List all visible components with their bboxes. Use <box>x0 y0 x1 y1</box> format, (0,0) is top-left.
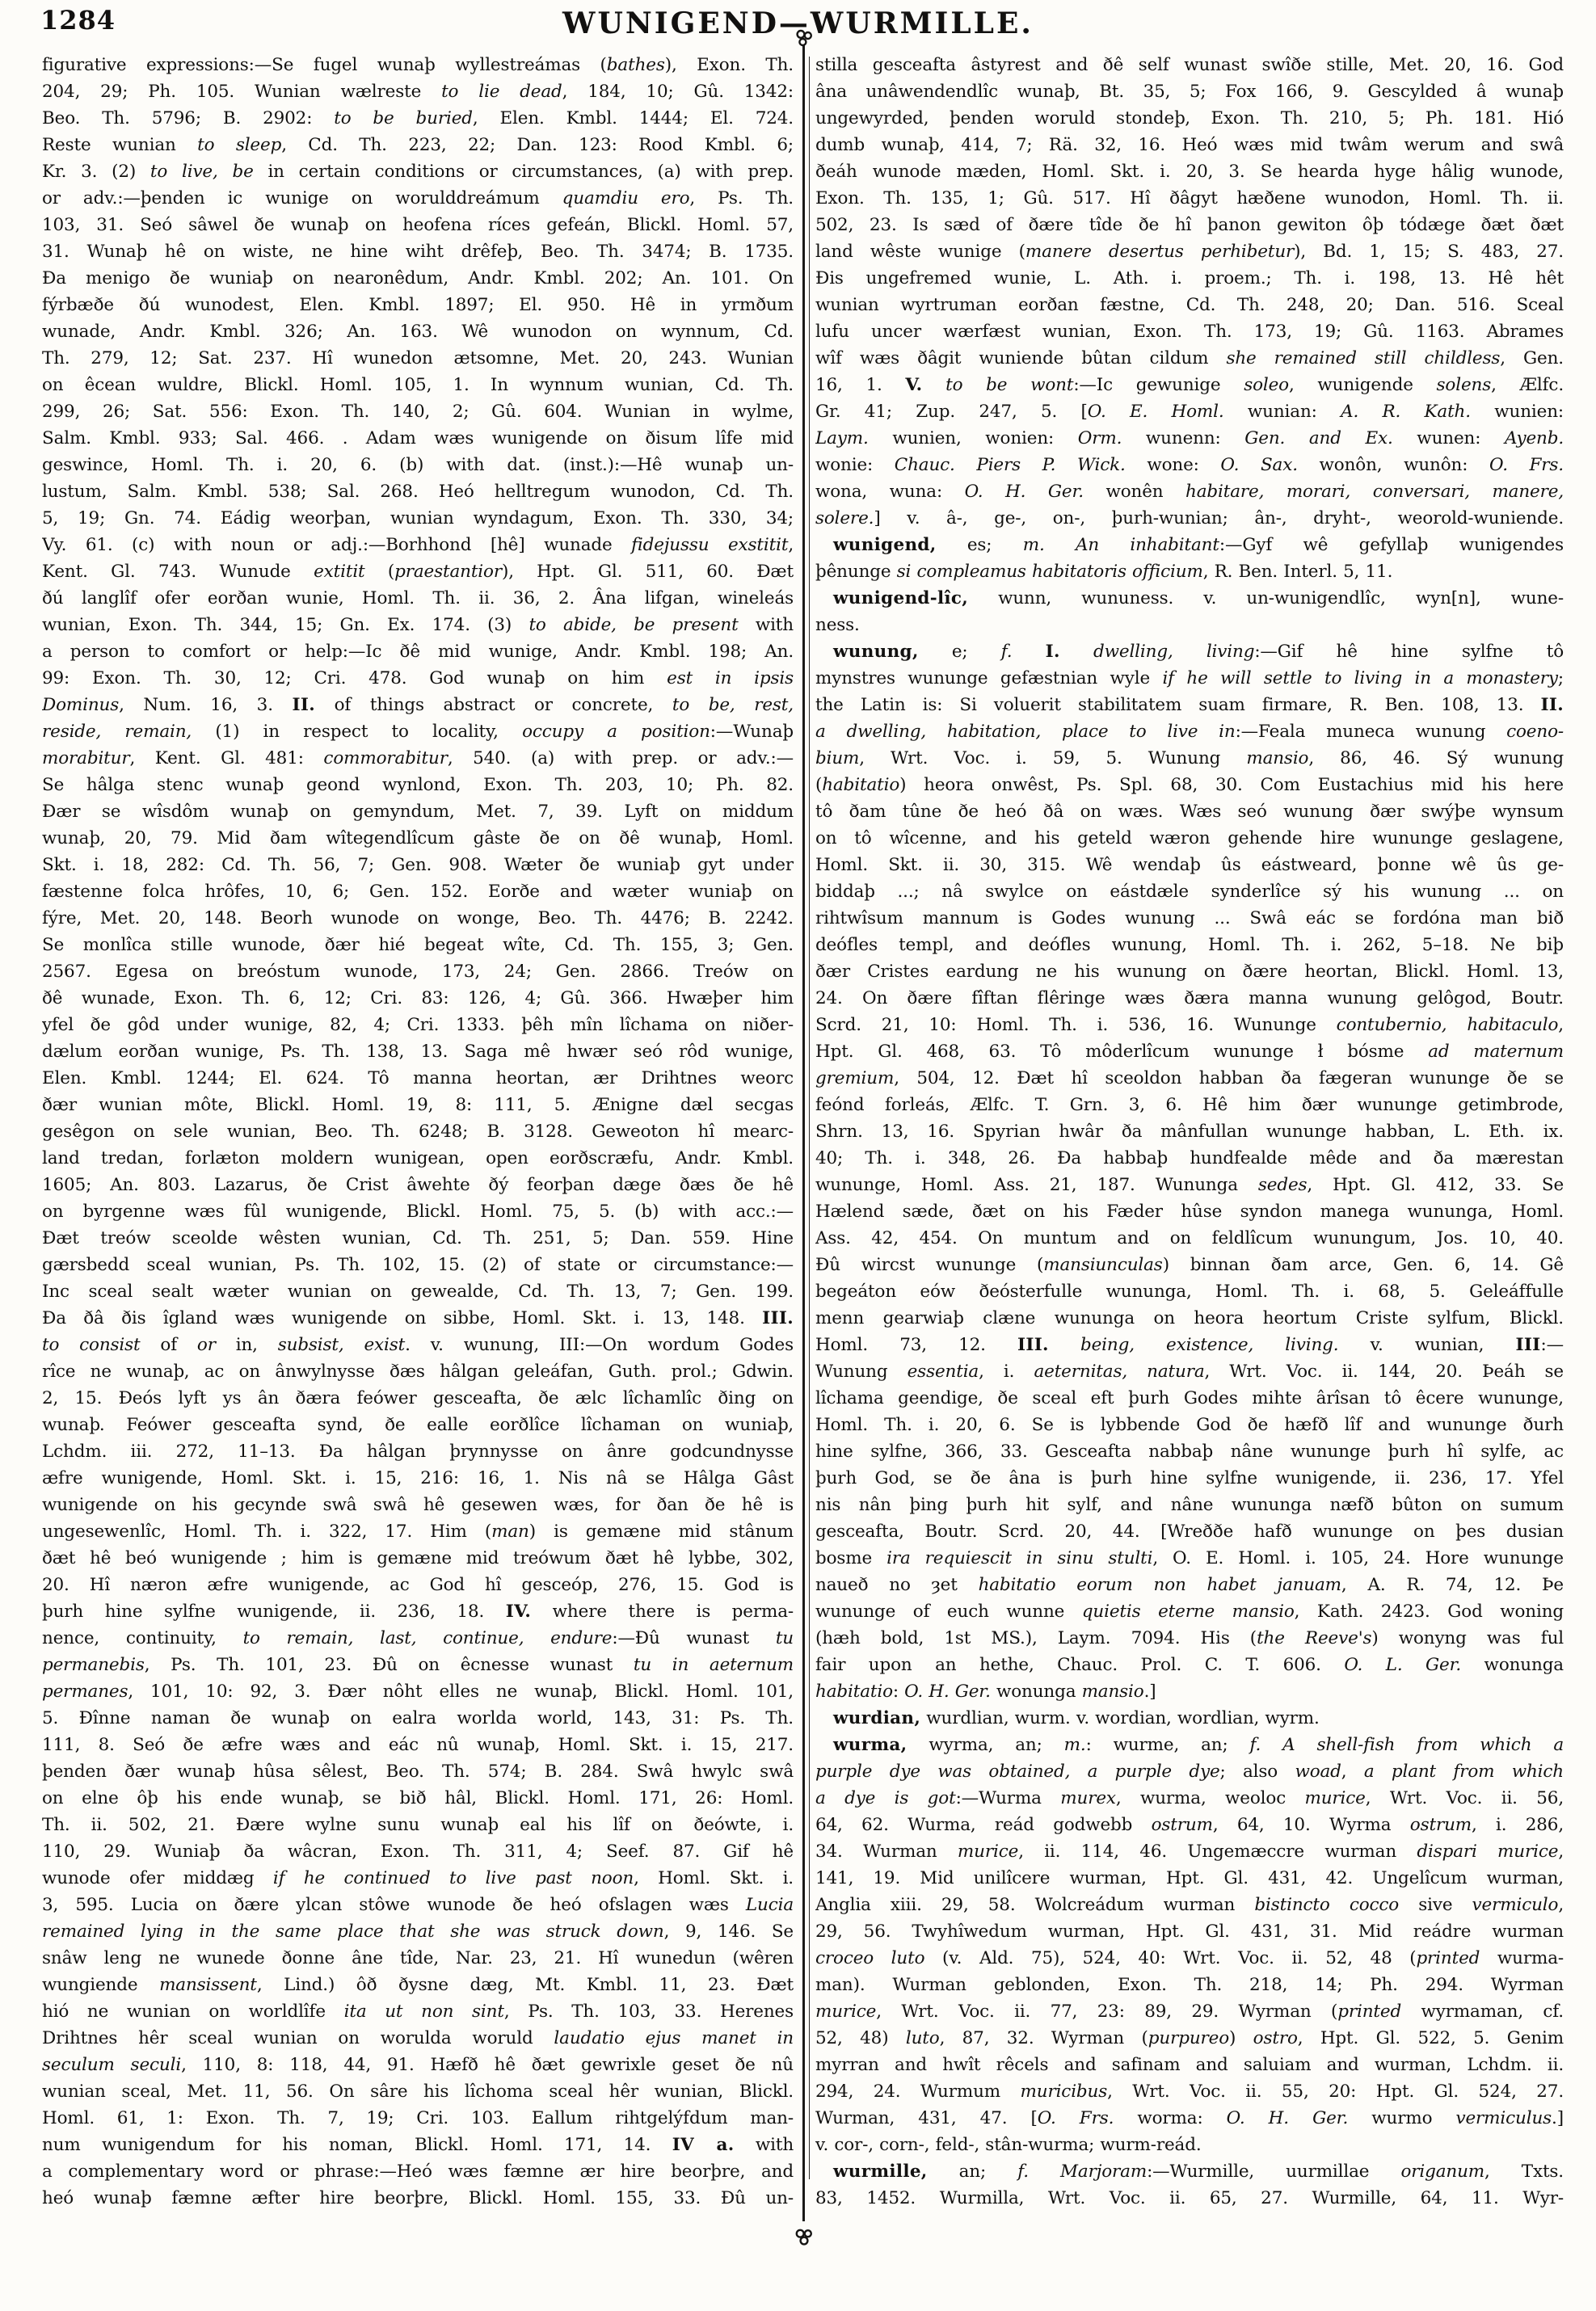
text-line: on êcean wuldre, Blickl. Homl. 105, 1. In wynnum wunian, Cd. Th. <box>42 375 794 395</box>
text-line: naueð no ȝet habitatio eorum non habet januam, A. R. 74, 12. Þe <box>815 1575 1564 1595</box>
text-line: þurh God, se ðe âna is þurh hine sylfne wunigende, ii. 236, 17. Yfel <box>815 1468 1564 1488</box>
text-line: Homl. Th. i. 20, 6. Se is lybbende God ðe hæfð lîf and wununge ðurh <box>815 1415 1564 1435</box>
column-divider <box>794 52 815 2212</box>
text-line: deófles templ, and deófles wunung, Homl. Th. i. 262, 5–18. Ne biþ <box>815 935 1564 955</box>
page-body <box>42 52 1564 2212</box>
text-line: (habitatio) heora onwêst, Ps. Spl. 68, 30. Com Eustachius mid his here <box>815 775 1564 795</box>
text-line: âna unâwendendlîc wunaþ, Bt. 35, 5; Fox 166, 9. Gescylded â wunaþ <box>815 82 1564 102</box>
text-line: Ass. 42, 454. On muntum and on feldlîcum wunungum, Jos. 10, 40. <box>815 1228 1564 1248</box>
text-line: v. cor-, corn-, feld-, stân-wurma; wurm-reád. <box>815 2135 1202 2155</box>
text-line: feónd forleás, Ælfc. T. Grn. 3, 6. Hê him ðær wununge getimbrode, <box>815 1095 1564 1115</box>
text-line: permanes, 101, 10: 92, 3. Ðær nôht elles ne wunaþ, Blickl. Homl. 101, <box>42 1682 794 1702</box>
text-line: 3, 595. Lucia on ðære ylcan stôwe wunode ðe heó ofslagen wæs Lucia <box>42 1895 794 1915</box>
text-line: þênunge si compleamus habitatoris officium, R. Ben. Interl. 5, 11. <box>815 562 1393 582</box>
text-line: Gr. 41; Zup. 247, 5. [O. E. Homl. wunian: A. R. Kath. wunien: <box>815 402 1564 422</box>
text-line: 29, 56. Twyhîwedum wurman, Hpt. Gl. 431, 31. Mid reádre wurman <box>815 1922 1564 1942</box>
text-line: Salm. Kmbl. 933; Sal. 466. . Adam wæs wunigende on ðisum lîfe mid <box>42 428 794 448</box>
text-line: 299, 26; Sat. 556: Exon. Th. 140, 2; Gû. 604. Wunian in wylme, <box>42 402 794 422</box>
text-line: Homl. Skt. ii. 30, 315. Wê wendaþ ûs eástweard, þonne wê ûs ge- <box>815 855 1564 875</box>
text-line: æfre wunigende, Homl. Skt. i. 15, 216: 16, 1. Nis nâ se Hâlga Gâst <box>42 1468 794 1488</box>
text-line: 294, 24. Wurmum muricibus, Wrt. Voc. ii. 55, 20: Hpt. Gl. 524, 27. <box>815 2082 1564 2102</box>
text-line: Kent. Gl. 743. Wunude extitit (praestantior), Hpt. Gl. 511, 60. Ðæt <box>42 562 794 582</box>
text-line: Reste wunian to sleep, Cd. Th. 223, 22; Dan. 123: Rood Kmbl. 6; <box>42 135 794 155</box>
text-line: land tredan, forlæton moldern wunigean, open eorðscræfu, Andr. Kmbl. <box>42 1148 794 1168</box>
text-line: wungiende mansissent, Lind.) ôð ðysne dæg, Mt. Kmbl. 11, 23. Ðæt <box>42 1975 794 1995</box>
text-line: Ða menigo ðe wuniaþ on nearonêdum, Andr. Kmbl. 202; An. 101. On <box>42 268 794 288</box>
text-line: snâw leng ne wunede ðonne âne tîde, Nar. 23, 21. Hî wunedun (wêren <box>42 1948 794 1968</box>
text-line: gærsbedd sceal wunian, Ps. Th. 102, 15. (2) of state or circumstance:— <box>42 1255 794 1275</box>
page-title: WUNIGEND—WURMILLE. <box>562 6 1034 40</box>
text-line: a dye is got:—Wurma murex, wurma, weoloc murice, Wrt. Voc. ii. 56, <box>815 1788 1564 1808</box>
text-line: Dominus, Num. 16, 3. II. of things abstract or concrete, to be, rest, <box>42 695 794 715</box>
text-line: wunian sceal, Met. 11, 56. On sâre his lîchoma sceal hêr wunian, Blickl. <box>42 2082 794 2102</box>
text-line: 24. On ðære fîftan flêringe wæs ðæra manna wunung gelôgod, Boutr. <box>815 988 1564 1008</box>
text-line: fýre, Met. 20, 148. Beorh wunode on wonge, Beo. Th. 4476; B. 2242. <box>42 908 794 928</box>
text-line: 110, 29. Wuniaþ ða wâcran, Exon. Th. 311, 4; Seef. 87. Gif hê <box>42 1842 794 1862</box>
text-line: wunigende on his gecynde swâ swâ hê gesewen wæs, for ðan ðe hê is <box>42 1495 794 1515</box>
text-line: Hælend sæde, ðæt on his Fæder hûse syndon manega wununga, Homl. <box>815 1202 1564 1222</box>
text-line: wunaþ, 20, 79. Mid ðam wîtegendlîcum gâste ðe on ðê wunaþ, Homl. <box>42 828 794 848</box>
text-line: Shrn. 13, 16. Spyrian hwâr ða mânfullan wununge habban, L. Eth. ix. <box>815 1122 1564 1142</box>
text-line: 5, 19; Gn. 74. Eádig weorþan, wunian wyndagum, Exon. Th. 330, 34; <box>42 508 794 528</box>
text-line: rihtwîsum mannum is Godes wunung ... Swâ eác se fordóna man bið <box>815 908 1564 928</box>
text-line: tô ðam tûne ðe heó ðâ on wæs. Wæs seó wunung ðær swýþe wynsum <box>815 802 1564 822</box>
text-line: ðær Cristes eardung ne his wunung on ðære heortan, Blickl. Homl. 13, <box>815 962 1564 982</box>
text-line: croceo luto (v. Ald. 75), 524, 40: Wrt. Voc. ii. 52, 48 (printed wurma- <box>815 1948 1564 1968</box>
text-line: Ðû wircst wununge (mansiunculas) binnan ðam arce, Gen. 6, 14. Gê <box>815 1255 1564 1275</box>
text-line: myrran and hwît rêcels and safinam and saluiam and wurman, Lchdm. ii. <box>815 2055 1564 2075</box>
column-rule-secondary <box>809 57 810 2179</box>
text-line: ðær wunian môte, Blickl. Homl. 19, 8: 111, 5. Ænigne dæl secgas <box>42 1095 794 1115</box>
text-line: Homl. 61, 1: Exon. Th. 7, 19; Cri. 103. Eallum rihtgelýfdum man- <box>42 2108 794 2128</box>
column-rule <box>802 45 805 2221</box>
column-right <box>815 52 1564 2212</box>
text-line: Drihtnes hêr sceal wunian on worulda woruld laudatio ejus manet in <box>42 2028 794 2048</box>
text-line: wunian, Exon. Th. 344, 15; Gn. Ex. 174. (3) to abide, be present with <box>42 615 794 635</box>
text-line: solere.] v. â-, ge-, on-, þurh-wunian; ân-, dryht-, weorold-wuniende. <box>815 508 1564 528</box>
column-left <box>42 52 794 2212</box>
text-line: purple dye was obtained, a purple dye; also woad, a plant from which <box>815 1762 1564 1782</box>
text-line: gesceafta, Boutr. Scrd. 20, 44. [Wreððe hafð wununge on þes dusian <box>815 1522 1564 1542</box>
text-line: ungesewenlîc, Homl. Th. i. 322, 17. Him (man) is gemæne mid stânum <box>42 1522 794 1542</box>
text-line: seculum seculi, 110, 8: 118, 44, 91. Hæfð hê ðæt gewrixle geset ðe nû <box>42 2055 794 2075</box>
text-line: 2567. Egesa on breóstum wunode, 173, 24; Gen. 2866. Treów on <box>42 962 794 982</box>
printer-trefoil-icon <box>794 2228 814 2247</box>
text-line: wunigend-lîc, wunn, wununess. v. un-wunigendlîc, wyn[n], wune- <box>833 588 1564 608</box>
text-line: wunade, Andr. Kmbl. 326; An. 163. Wê wunodon on wynnum, Cd. <box>42 322 794 342</box>
text-line: 2, 15. Ðeós lyft ys ân ðæra feówer gesceafta, ðe ælc lîchamlîc ðing on <box>42 1388 794 1408</box>
text-line: 20. Hî næron æfre wunigende, ac God hî gesceóp, 276, 15. God is <box>42 1575 794 1595</box>
text-line: rîce ne wunaþ, ac on ânwylnysse ðæs hâlgan geleáfan, Guth. prol.; Gdwin. <box>42 1362 794 1382</box>
text-line: Wunung essentia, i. aeternitas, natura, Wrt. Voc. ii. 144, 20. Þeáh se <box>815 1362 1564 1382</box>
text-line: a complementary word or phrase:—Heó wæs fæmne ær hire beorþre, and <box>42 2162 794 2182</box>
text-line: num wunigendum for his noman, Blickl. Homl. 171, 14. IV a. with <box>42 2135 794 2155</box>
text-line: Th. 279, 12; Sat. 237. Hî wunedon ætsomne, Met. 20, 243. Wunian <box>42 348 794 368</box>
text-line: mynstres wununge gefæstnian wyle if he will settle to living in a monastery; <box>815 668 1564 688</box>
text-line: land wêste wunige (manere desertus perhibetur), Bd. 1, 15; S. 483, 27. <box>815 242 1564 262</box>
text-line: lustum, Salm. Kmbl. 538; Sal. 268. Heó helltregum wunodon, Cd. Th. <box>42 482 794 502</box>
text-line: 103, 31. Seó sâwel ðe wunaþ on heofena ríces gefeán, Blickl. Homl. 57, <box>42 215 794 235</box>
text-line: 31. Wunaþ hê on wiste, ne hine wiht drêfeþ, Beo. Th. 3474; B. 1735. <box>42 242 794 262</box>
text-line: wununge, Homl. Ass. 21, 187. Wununga sedes, Hpt. Gl. 412, 33. Se <box>815 1175 1564 1195</box>
text-line: wunung, e; f. I. dwelling, living:—Gif hê hine sylfne tô <box>833 642 1564 662</box>
text-line: ðú langlîf ofer eorðan wunie, Homl. Th. ii. 36, 2. Âna lifgan, wineleás <box>42 588 794 608</box>
text-line: Kr. 3. (2) to live, be in certain conditions or circumstances, (a) with prep. <box>42 162 794 182</box>
text-line: yfel ðe gôd under wunige, 82, 4; Cri. 1333. þêh mîn lîchama on niðer- <box>42 1015 794 1035</box>
text-line: ðæt hê beó wunigende ; him is gemæne mid treówum ðæt hê lybbe, 302, <box>42 1548 794 1568</box>
text-line: Hpt. Gl. 468, 63. Tô môderlîcum wununge ł bósme ad maternum <box>815 1042 1564 1062</box>
text-line: nence, continuity, to remain, last, continue, endure:—Ðû wunast tu <box>42 1628 794 1648</box>
text-line: Laym. wunien, wonien: Orm. wunenn: Gen. and Ex. wunen: Ayenb. <box>815 428 1564 448</box>
text-line: (hæh bold, 1st MS.), Laym. 7094. His (the Reeve's) wonyng was ful <box>815 1628 1564 1648</box>
text-line: 99: Exon. Th. 30, 12; Cri. 478. God wunaþ on him est in ipsis <box>42 668 794 688</box>
text-line: Beo. Th. 5796; B. 2902: to be buried, Elen. Kmbl. 1444; El. 724. <box>42 108 794 128</box>
text-line: biddaþ ...; nâ swylce on eástdæle synderlîce sý his wunung ... on <box>815 882 1564 902</box>
text-line: 40; Th. i. 348, 26. Ða habbaþ hundfealde mêde and ða mærestan <box>815 1148 1564 1168</box>
text-line: wunode ofer middæg if he continued to live past noon, Homl. Skt. i. <box>42 1868 794 1888</box>
text-line: or adv.:—þenden ic wunige on worulddreámum quamdiu ero, Ps. Th. <box>42 188 794 208</box>
text-line: to consist of or in, subsist, exist. v. wunung, III:—On wordum Godes <box>42 1335 794 1355</box>
text-line: bium, Wrt. Voc. i. 59, 5. Wunung mansio, 86, 46. Sý wunung <box>815 748 1564 768</box>
text-line: Wurman, 431, 47. [O. Frs. worma: O. H. Ger. wurmo vermiculus.] <box>815 2108 1564 2128</box>
text-line: fýrbæðe ðú wunodest, Elen. Kmbl. 1897; El. 950. Hê in yrmðum <box>42 295 794 315</box>
text-line: on elne ôþ his ende wunaþ, se bið hâl, Blickl. Homl. 171, 26: Homl. <box>42 1788 794 1808</box>
text-line: on tô wîcenne, and his geteld wæron gehende hire wununge geslagene, <box>815 828 1564 848</box>
text-line: 64, 62. Wurma, reád godwebb ostrum, 64, 10. Wyrma ostrum, i. 286, <box>815 1815 1564 1835</box>
text-line: 16, 1. V. to be wont:—Ic gewunige soleo, wunigende solens, Ælfc. <box>815 375 1564 395</box>
text-line: permanebis, Ps. Th. 101, 23. Ðû on êcnesse wunast tu in aeternum <box>42 1655 794 1675</box>
text-line: the Latin is: Si voluerit stabilitatem suam firmare, R. Ben. 108, 13. II. <box>815 695 1564 715</box>
text-line: murice, Wrt. Voc. ii. 77, 23: 89, 29. Wyrman (printed wyrmaman, cf. <box>815 2002 1564 2022</box>
text-line: wurma, wyrma, an; m.: wurme, an; f. A shell-fish from which a <box>833 1735 1564 1755</box>
text-line: dælum eorðan wunige, Ps. Th. 138, 13. Saga mê hwær seó rôd wunige, <box>42 1042 794 1062</box>
text-line: 5. Ðînne naman ðe wunaþ on ealra worlda world, 143, 31: Ps. Th. <box>42 1708 794 1728</box>
text-line: nis nân þing þurh hit sylf, and nâne wununga næfð bûton on sumum <box>815 1495 1564 1515</box>
text-line: 502, 23. Is sæd of ðære tîde ðe hî þanon gewiton ôþ tódæge ðæt ðæt <box>815 215 1564 235</box>
text-line: wurmille, an; f. Marjoram:—Wurmille, uurmillae origanum, Txts. <box>833 2162 1564 2182</box>
text-line: Ðær se wîsdôm wunaþ on gemyndum, Met. 7, 39. Lyft on middum <box>42 802 794 822</box>
text-line: figurative expressions:—Se fugel wunaþ wyllestreámas (bathes), Exon. Th. <box>42 55 794 75</box>
text-line: hine sylfne, 366, 33. Gesceafta nabbaþ nâne wununge þurh hî sylfe, ac <box>815 1442 1564 1462</box>
text-line: gremium, 504, 12. Ðæt hî sceoldon habban ða fægeran wununge ðe se <box>815 1068 1564 1088</box>
text-line: wununge of euch wunne quietis eterne mansio, Kath. 2423. God woning <box>815 1602 1564 1622</box>
text-line: bosme ira requiescit in sinu stulti, O. E. Homl. i. 105, 24. Hore wununge <box>815 1548 1564 1568</box>
text-line: stilla gesceafta âstyrest and ðê self wunast swîðe stille, Met. 20, 16. God <box>815 55 1564 75</box>
text-line: ðeáh wunode mæden, Homl. Skt. i. 20, 3. Se hearda hyge hâlig wunode, <box>815 162 1564 182</box>
text-line: 34. Wurman murice, ii. 114, 46. Ungemæccre wurman dispari murice, <box>815 1842 1564 1862</box>
text-line: Th. ii. 502, 21. Ðære wylne sunu wunaþ eal his lîf on ðeówte, i. <box>42 1815 794 1835</box>
text-line: man). Wurman geblonden, Exon. Th. 218, 14; Ph. 294. Wyrman <box>815 1975 1564 1995</box>
text-line: Inc sceal sealt wæter wunian on gewealde, Cd. Th. 13, 7; Gen. 199. <box>42 1282 794 1302</box>
text-line: wîf wæs ðâgit wuniende bûtan cildum she remained still childless, Gen. <box>815 348 1564 368</box>
text-line: a person to comfort or help:—Ic ðê mid wunige, Andr. Kmbl. 198; An. <box>42 642 794 662</box>
text-line: fair upon an hethe, Chauc. Prol. C. T. 606. O. L. Ger. wonunga <box>815 1655 1564 1675</box>
text-line: Ðis ungefremed wunie, L. Ath. i. proem.; Th. i. 198, 13. Hê hêt <box>815 268 1564 288</box>
text-line: 111, 8. Seó ðe æfre wæs and eác nû wunaþ, Homl. Skt. i. 15, 217. <box>42 1735 794 1755</box>
text-line: wurdian, wurdlian, wurm. v. wordian, wordlian, wyrm. <box>833 1708 1320 1728</box>
text-line: 52, 48) luto, 87, 32. Wyrman (purpureo) ostro, Hpt. Gl. 522, 5. Genim <box>815 2028 1564 2048</box>
text-line: Lchdm. iii. 272, 11–13. Ða hâlgan þrynnysse on ânre godcundnysse <box>42 1442 794 1462</box>
text-line: menn gearwiaþ clæne wununga on heora heortum Criste sylfum, Blickl. <box>815 1308 1564 1328</box>
text-line: Exon. Th. 135, 1; Gû. 517. Hî ðâgyt hæðene wunodon, Homl. Th. ii. <box>815 188 1564 208</box>
page-number: 1284 <box>40 5 116 36</box>
text-line: wonie: Chauc. Piers P. Wick. wone: O. Sax. wonôn, wunôn: O. Frs. <box>815 455 1564 475</box>
text-line: Homl. 73, 12. III. being, existence, living. v. wunian, III:— <box>815 1335 1564 1355</box>
text-line: þurh hine sylfne wunigende, ii. 236, 18. IV. where there is perma- <box>42 1602 794 1622</box>
text-line: a dwelling, habitation, place to live in:—Feala muneca wunung coeno- <box>815 722 1564 742</box>
text-line: dumb wunaþ, 414, 7; Rä. 32, 16. Heó wæs mid twâm werum and swâ <box>815 135 1564 155</box>
text-line: lufu uncer wærfæst wunian, Exon. Th. 173, 19; Gû. 1163. Abrames <box>815 322 1564 342</box>
text-line: remained lying in the same place that she was struck down, 9, 146. Se <box>42 1922 794 1942</box>
text-line: lîchama geendige, ðe sceal eft þurh Godes mihte ârîsan tô êcere wununge, <box>815 1388 1564 1408</box>
text-line: 204, 29; Ph. 105. Wunian wælreste to lie dead, 184, 10; Gû. 1342: <box>42 82 794 102</box>
text-line: ðê wunade, Exon. Th. 6, 12; Cri. 83: 126, 4; Gû. 366. Hwæþer him <box>42 988 794 1008</box>
text-line: Ðæt treów sceolde wêsten wunian, Cd. Th. 251, 5; Dan. 559. Hine <box>42 1228 794 1248</box>
text-line: heó wunaþ fæmne æfter hire beorþre, Blickl. Homl. 155, 33. Ðû un- <box>42 2188 794 2208</box>
text-line: reside, remain, (1) in respect to locality, occupy a position:—Wunaþ <box>42 722 794 742</box>
text-line: Vy. 61. (c) with noun or adj.:—Borhhond [hê] wunade fidejussu exstitit, <box>42 535 794 555</box>
text-line: wunian wyrtruman eorðan fæstne, Cd. Th. 248, 20; Dan. 516. Sceal <box>815 295 1564 315</box>
text-line: Anglia xiii. 29, 58. Wolcreádum wurman bistincto cocco sive vermiculo, <box>815 1895 1564 1915</box>
text-line: Se monlîca stille wunode, ðær hié begeat wîte, Cd. Th. 155, 3; Gen. <box>42 935 794 955</box>
text-line: Elen. Kmbl. 1244; El. 624. Tô manna heortan, ær Drihtnes weorc <box>42 1068 794 1088</box>
text-line: þenden ðær wunaþ hûsa sêlest, Beo. Th. 574; B. 284. Swâ hwylc swâ <box>42 1762 794 1782</box>
text-line: 83, 1452. Wurmilla, Wrt. Voc. ii. 65, 27. Wurmille, 64, 11. Wyr- <box>815 2188 1564 2208</box>
text-line: ness. <box>815 615 860 635</box>
text-line: 1605; An. 803. Lazarus, ðe Crist âwehte ðý feorþan dæge ðæs ðe hê <box>42 1175 794 1195</box>
text-line: geswince, Homl. Th. i. 20, 6. (b) with dat. (inst.):—Hê wunaþ un- <box>42 455 794 475</box>
text-line: gesêgon on sele wunian, Beo. Th. 6248; B. 3128. Geweoton hî mearc- <box>42 1122 794 1142</box>
text-line: Ða ðâ ðis îgland wæs wunigende on sibbe, Homl. Skt. i. 13, 148. III. <box>42 1308 794 1328</box>
text-line: 141, 19. Mid unilîcere wurman, Hpt. Gl. 431, 42. Ungelîcum wurman, <box>815 1868 1564 1888</box>
text-line: begeáton eów ðeósterfulle wununga, Homl. Th. i. 68, 5. Geleáffulle <box>815 1282 1564 1302</box>
text-line: wona, wuna: O. H. Ger. wonên habitare, morari, conversari, manere, <box>815 482 1564 502</box>
text-line: ungewyrded, þenden woruld stondeþ, Exon. Th. 210, 5; Ph. 181. Hió <box>815 108 1564 128</box>
text-line: on byrgenne wæs fûl wunigende, Blickl. Homl. 75, 5. (b) with acc.:— <box>42 1202 794 1222</box>
text-line: Scrd. 21, 10: Homl. Th. i. 536, 16. Wununge contubernio, habitaculo, <box>815 1015 1564 1035</box>
text-line: habitatio: O. H. Ger. wonunga mansio.] <box>815 1682 1156 1702</box>
text-line: morabitur, Kent. Gl. 481: commorabitur, 540. (a) with prep. or adv.:— <box>42 748 794 768</box>
text-line: fæstenne folca hrôfes, 10, 6; Gen. 152. Eorðe and wæter wuniaþ on <box>42 882 794 902</box>
text-line: wunigend, es; m. An inhabitant:—Gyf wê gefyllaþ wunigendes <box>833 535 1564 555</box>
text-line: hió ne wunian on worldlîfe ita ut non sint, Ps. Th. 103, 33. Herenes <box>42 2002 794 2022</box>
text-line: Se hâlga stenc wunaþ geond wynlond, Exon. Th. 203, 10; Ph. 82. <box>42 775 794 795</box>
text-line: wunaþ. Feówer gesceafta synd, ðe ealle eorðlîce lîchaman on wuniaþ, <box>42 1415 794 1435</box>
printer-trefoil-icon <box>794 29 814 48</box>
text-line: Skt. i. 18, 282: Cd. Th. 56, 7; Gen. 908. Wæter ðe wuniaþ gyt under <box>42 855 794 875</box>
